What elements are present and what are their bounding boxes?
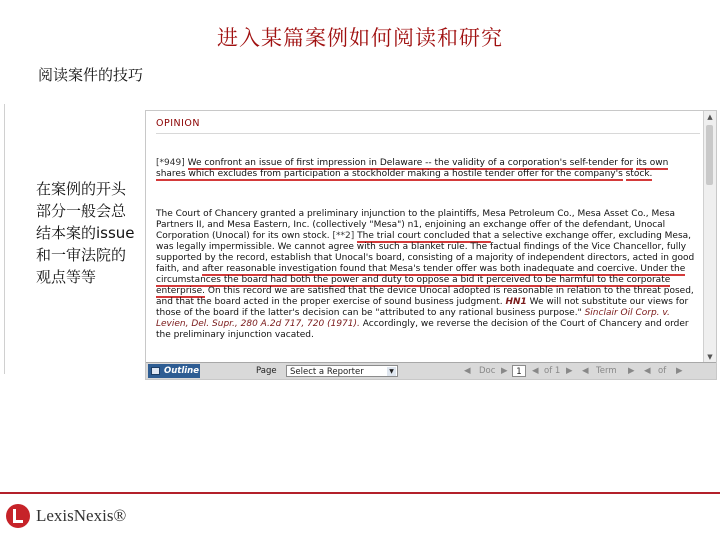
lexisnexis-logo-icon (6, 504, 30, 528)
paragraph-text: On this record we are satisfied that the device Unocal adopted is reasonable in relation to the threat posed, and that the board acted in the proper exercise of sound business judgment. (156, 286, 694, 307)
reporter-select-value: Select a Reporter (290, 367, 364, 377)
prev-term-icon[interactable]: ◀ (582, 366, 589, 376)
next-hit-icon[interactable]: ▶ (566, 366, 573, 376)
term-label: Term (596, 366, 617, 376)
prev-doc-icon[interactable]: ◀ (464, 366, 471, 376)
opinion-paragraph-1 (156, 158, 700, 180)
paragraph-text: We will not substitute our views for those of the board if the latter's decision can be "attributed to any rational business purpose." (156, 297, 689, 318)
opinion-paragraph-2 (156, 209, 700, 341)
paragraph-text: The Court of Chancery granted a preliminary injunction to the plaintiffs, Mesa Petroleum Co., Mesa Asset Co., Mesa Partners II, and Mesa Eastern, Inc. (collectively "Mesa") n1, enjoining an exchange offer of the defendant, Unocal Corporation (Unocal) for its own stock. (156, 209, 676, 241)
footer-rule (0, 492, 720, 494)
outline-button[interactable] (148, 364, 200, 378)
opinion-heading: OPINION (156, 118, 201, 129)
next-term-icon[interactable]: ▶ (628, 366, 635, 376)
page-label: Page (256, 366, 277, 376)
prev-hit-icon[interactable]: ◀ (532, 366, 539, 376)
highlighted-holding: after reasonable investigation found that Mesa's tender offer was both inadequate and coercive. Under the circumstances the board had both the power and duty to oppose a bid it perceived to be harmful to the corporate enterprise. (156, 264, 686, 296)
citation-link[interactable]: Sinclair Oil Corp. v. Levien, Del. Supr., 280 A.2d 717, 720 (1971). (156, 308, 670, 329)
highlighted-issue: stock. (625, 169, 653, 179)
doc-label: Doc (479, 366, 496, 376)
prev-more-icon[interactable]: ◀ (644, 366, 651, 376)
page-number: [*949] (156, 158, 185, 168)
case-screenshot (145, 110, 717, 380)
paragraph-text: Accordingly, we reverse the decision of the Court of Chancery and order the preliminary injunction vacated. (156, 319, 689, 340)
slide-subtitle: 阅读案件的技巧 (38, 66, 144, 84)
chevron-down-icon: ▼ (387, 367, 396, 376)
slide-footer (0, 492, 720, 540)
scroll-thumb[interactable] (706, 125, 713, 185)
bottom-toolbar (146, 362, 716, 379)
outline-icon (151, 367, 160, 375)
more-label: of (658, 366, 667, 376)
next-more-icon[interactable]: ▶ (676, 366, 683, 376)
paragraph-text: a selective exchange offer, excluding Mesa, was legally impermissible. We cannot agree with such a blanket rule. The factual findings of the Vice Chancellor, fully supported by the record, establish that Unocal's board, consisting of a majority of independent directors, acted in good faith, and (156, 231, 695, 274)
left-divider (4, 104, 5, 374)
lexisnexis-logo-text: LexisNexis® (36, 506, 127, 525)
highlighted-issue: its own shares which excludes from participation a stockholder making a hostile tender offer for the company's (156, 158, 669, 179)
scroll-up-icon[interactable]: ▲ (707, 113, 713, 121)
next-doc-icon[interactable]: ▶ (501, 366, 508, 376)
vertical-scrollbar[interactable] (703, 111, 716, 363)
highlighted-issue: We confront an issue of first impression in Delaware -- the validity of a corporation's self-tender for (187, 158, 634, 168)
heading-divider (156, 133, 700, 134)
reporter-select[interactable] (286, 365, 398, 377)
headnote-link[interactable]: HN1 (505, 297, 527, 307)
highlighted-holding: The trial court concluded that (357, 231, 492, 241)
slide-title: 进入某篇案例如何阅读和研究 (217, 26, 503, 50)
scroll-down-icon[interactable]: ▼ (707, 353, 713, 361)
hits-label: of 1 (544, 366, 561, 376)
doc-number: 1 (512, 365, 526, 377)
page-number: [**2] (332, 231, 355, 241)
side-note: 在案例的开头部分一般会总结本案的issue和一审法院的观点等等 (36, 180, 135, 286)
outline-label: Outline (164, 366, 199, 376)
